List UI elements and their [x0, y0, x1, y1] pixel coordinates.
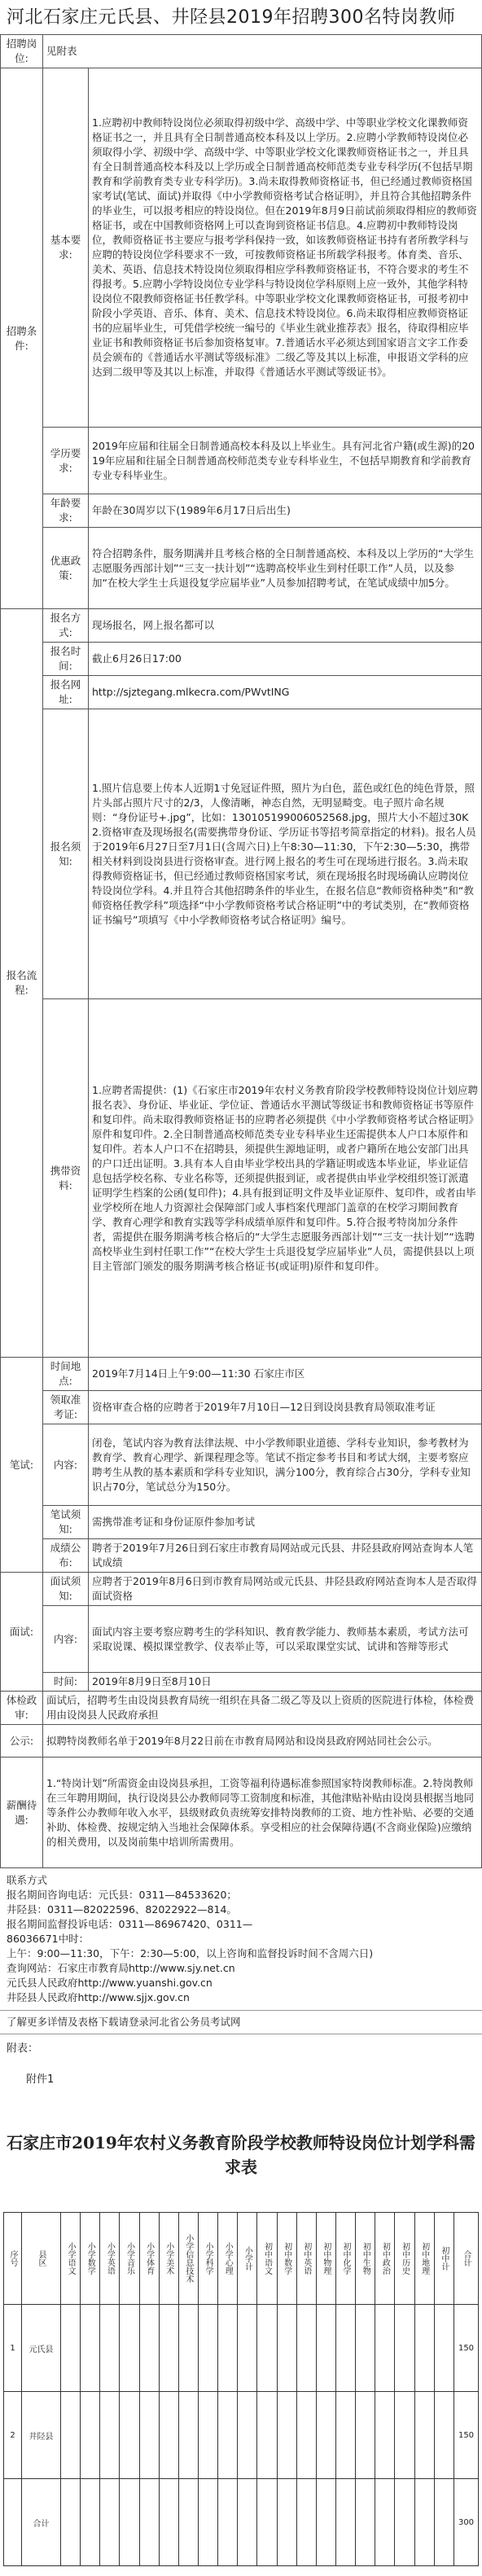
- conditions-label: 招聘条件:: [1, 68, 43, 609]
- col-header: 初中语文: [257, 2213, 277, 2305]
- col-header: 初中化学: [335, 2213, 355, 2305]
- col-header-county: 县区: [22, 2213, 61, 2305]
- contact-line: 联系方式: [7, 1874, 48, 1886]
- col-header: 初中英语: [296, 2213, 316, 2305]
- col-header-total: 合计: [454, 2213, 479, 2305]
- col-header: 小学音乐: [120, 2213, 139, 2305]
- content-text: 闭卷，笔试内容为教育法律法规、中小学教师职业道德、学科专业知识，参考教材为教育学、教育心理学、新课程理念等。笔试不指定参考书目和考试大纲，主要考察应聘考生从教的基本素质和学科专业知识，满分100分，教育综合占30分，学科专业知识占70分，笔试总分为150分。: [89, 1424, 482, 1506]
- col-header: 小学美术: [159, 2213, 178, 2305]
- basic-label: 基本要求:: [43, 68, 89, 428]
- edu-label: 学历要求:: [43, 428, 89, 494]
- physical-label: 体检政审:: [1, 1692, 43, 1725]
- contact-line: 报名期间监督投诉电话：0311—86967420、0311—: [7, 1918, 253, 1930]
- reg-site-label: 报名网址:: [43, 676, 89, 709]
- publicity-text: 拟聘特岗教师名单于2019年8月22日前在市教育局网站和设岗县政府网站同社会公示。: [43, 1725, 482, 1758]
- contact-link[interactable]: 井陉县人民政府http://www.sjjx.gov.cn: [7, 1991, 190, 2003]
- row-no: [4, 2479, 22, 2566]
- iv-content-text: 面试内容主要考察应聘考生的学科知识、教育教学能力、教师基本素质，考试方法可采取说课、模拟课堂教学、仪表举止等，可以采取课堂实试、试讲和答辩等形式: [89, 1606, 482, 1673]
- iv-time-label: 时间:: [43, 1673, 89, 1692]
- contact-line: 报名期间咨询电话：元氏县：0311—84533620；: [7, 1889, 237, 1901]
- contact-line: 86036671中时：: [7, 1933, 90, 1945]
- exam-label: 笔试:: [1, 1358, 43, 1573]
- exam-time-text: 2019年7月14日上午9:00—11:30 石家庄市区: [89, 1358, 482, 1391]
- col-header: 初中地理: [414, 2213, 434, 2305]
- table-row: [4, 2479, 479, 2566]
- basic-text: 1.应聘初中教师特设岗位必须取得初级中学、高级中学、中等职业学校文化课教师资格证书之一，并且具有全日制普通高校本科及以上学历。2.应聘小学教师特设岗位必须取得小学、初级中学、高级中学、中等职业学校文化课教师资格证书之一，并且具有全日制普通高校本科及以上学历或全日制普通高校师范类专业专科学历(不包括早期教育和学前教育类专业专科学历)。3.尚未取得教师资格证书，但已经通过教师资格国家考试(笔试、面试)并取得《中小学教师资格考试合格证明》，并且符合其他招聘条件的毕业生，可以报考相应的特设岗位。但在2019年8月9日前试前须取得相应的教师资格证书，或在中国教师资格网上可以查询到资格证书信息。4.应聘初中教师特设岗位，教师资格证书主要应与报考学科保持一致，如该教师资格证书持有者所教学科与应聘的特设岗位学科要求不一致，可按教师资格证书所载学科报考。体育类、音乐、美术、英语、信息技术特设岗位须取得相应学科教师资格证书，不符合要求的考生不得报考。5.应聘小学特设岗位专业学科与特设岗位学科原则上应一致外，其他学科特设岗位不限教师资格证书任教学科。中等职业学校文化课教师资格证书，可报考初中阶段小学英语、音乐、体育、美术、信息技术特设岗位。6.尚未取得相应教师资格证书的应届毕业生，可凭借学校统一编号的《毕业生就业推荐表》报名，待取得相应毕业证书和教师资格证书后参加资格复审。7.普通话水平必须达到国家语言文字工作委员会颁布的《普通话水平测试等级标准》二级乙等及其以上标准，申报语文学科的应达到二级甲等及其以上标准，并取得《普通话水平测试等级证书》。: [89, 68, 482, 428]
- row-no: 1: [4, 2305, 22, 2392]
- info-table: [0, 34, 482, 1868]
- col-header: 初中政治: [375, 2213, 395, 2305]
- col-header: 小学科学: [198, 2213, 217, 2305]
- edu-text: 2019年应届和往届全日制普通高校本科及以上毕业生。具有河北省户籍(或生源)的2019年应届和往届全日制普通高校师范类专业专科毕业生，不包括早期教育和学前教育专业专科毕业生。: [89, 428, 482, 494]
- carry-text: 1.应聘者需提供：(1)《石家庄市2019年农村义务教育阶段学校教师特设岗位计划应聘报名表》、身份证、毕业证、学位证、普通话水平测试等级证书和教师资格证书等原件和复印件。尚未取得教师资格证书的应聘者必须提供《中小学教师资格考试合格证明》原件和复印件。2.全日制普通高校师范类专业专科毕业生还需提供本人户口本原件和复印件。若本人户口不在招聘县，须提供生源地证明，或者户籍所在地公安部门出具的户口迁出证明。3.具有本人自由毕业学校出具的学籍证明或选本毕业证，毕业证信息包括学校名称、专业名称等，还须提供报到证，或者提供由毕业学校组织签订派遣证明学生档案的公函(复印件)；4.具有报到证明文件及毕业证原件、复印件，或者由毕业学校所在地人力资源社会保障部门或人事档案代理部门盖章的在校学习期间教育学、教育心理学和教育实践等学科成绩单原件和复印件。5.符合报考特岗加分条件者，需提供在服务期满考核合格后的“大学生志愿服务西部计划”“三支一扶计划”“选聘高校毕业生到村任职工作”“在校大学生士兵退役复学应届毕业”人员，需提供县以上项目主管部门颁发的服务期满考核合格证书(或证明)原件和复印件。: [89, 999, 482, 1358]
- job-value: 见附表: [43, 35, 482, 68]
- exam-time-label: 时间地点:: [43, 1358, 89, 1391]
- reg-time-label: 报名时间:: [43, 643, 89, 676]
- publicity-label: 公示:: [1, 1725, 43, 1758]
- contact-line: 上午：9:00—11:30，下午：2:30—5:00，以上咨询和监督投诉时间不含周六日): [7, 1947, 374, 1959]
- reg-form-text: 现场报名，网上报名都可以: [89, 609, 482, 643]
- page-title: 河北石家庄元氏县、井陉县2019年招聘300名特岗教师: [7, 7, 456, 28]
- row-total: 150: [454, 2305, 479, 2392]
- reg-time-text: 截止6月26日17:00: [89, 643, 482, 676]
- pref-label: 优惠政策:: [43, 528, 89, 609]
- attach-label: 附表：: [7, 2043, 39, 2055]
- col-header: 小学计: [238, 2213, 257, 2305]
- iv-notice-text: 应聘者于2019年8月6日到市教育局网站或元氏县、井陉县政府网站查询本人是否取得面试资格: [89, 1573, 482, 1606]
- reg-form-label: 报名方式:: [43, 609, 89, 643]
- col-header: 小学信息技术: [178, 2213, 198, 2305]
- age-text: 年龄在30周岁以下(1989年6月17日后出生): [89, 494, 482, 528]
- contact-info: [0, 1868, 482, 2011]
- row-total: 150: [454, 2392, 479, 2479]
- table-row: [4, 2305, 479, 2392]
- contact-line: 井陉县：0311—82022596、82022922—814。: [7, 1903, 237, 1916]
- col-header: 初中历史: [395, 2213, 414, 2305]
- ticket-text: 资格审查合格的应聘者于2019年7月10日—12日到设岗县教育局领取准考证: [89, 1391, 482, 1424]
- col-header: 初中生物: [356, 2213, 375, 2305]
- exam-notice-label: 笔试须知:: [43, 1506, 89, 1539]
- row-no: 2: [4, 2392, 22, 2479]
- quota-table: [3, 2212, 479, 2566]
- age-label: 年龄要求:: [43, 494, 89, 528]
- reg-site-link[interactable]: http://sjztegang.mlkecra.com/PWvtING: [89, 676, 482, 709]
- col-header: 小学数学: [81, 2213, 100, 2305]
- row-county: 元氏县: [22, 2305, 61, 2392]
- col-header: 初中计: [434, 2213, 454, 2305]
- job-label: 招聘岗位:: [1, 35, 43, 68]
- iv-time-text: 2019年8月9日至8月10日: [89, 1673, 482, 1692]
- quota-table-title: 石家庄市2019年农村义务教育阶段学校教师特设岗位计划学科需求表: [7, 2133, 475, 2177]
- row-county: 合计: [22, 2479, 61, 2566]
- iv-content-label: 内容:: [43, 1606, 89, 1673]
- iv-notice-label: 面试须知:: [43, 1573, 89, 1606]
- flow-label: 报名流程:: [1, 609, 43, 1358]
- col-header: 小学语文: [61, 2213, 81, 2305]
- col-header: 小学体育: [139, 2213, 159, 2305]
- attachment-title: 附件1: [26, 2074, 55, 2086]
- col-header: 初中数学: [277, 2213, 296, 2305]
- pref-text: 符合招聘条件，服务期满并且考核合格的全日制普通高校、本科及以上学历的“大学生志愿服务西部计划”“三支一扶计划”“选聘高校毕业生到村任职工作”人员，以及参加“在校大学生士兵退役复学应届毕业”人员参加招聘考试，在笔试成绩中加5分。: [89, 528, 482, 609]
- score-label: 成绩公布:: [43, 1539, 89, 1573]
- table-row: [4, 2392, 479, 2479]
- exam-notice-text: 需携带准考证和身份证原件参加考试: [89, 1506, 482, 1539]
- physical-text: 面试后，招聘考生由设岗县教育局统一组织在具备二级乙等及以上资质的医院进行体检，体检费用由设岗县人民政府承担: [43, 1692, 482, 1725]
- row-total: 300: [454, 2479, 479, 2566]
- carry-label: 携带资料:: [43, 999, 89, 1358]
- reg-notice-label: 报名须知:: [43, 709, 89, 999]
- interview-label: 面试:: [1, 1573, 43, 1692]
- reg-notice-text: 1.照片信息要上传本人近期1寸免冠证件照，照片为白色，蓝色或红色的纯色背景，照片头部占照片尺寸的2/3，人像清晰，神态自然，无明显畸变。电子照片命名规则：“身份证号+.jpg”，比如：130105199006052568.jpg，照片大小不超过30K 2.资格审查及现场报名(需要携带身份证、学历证书等招考简章指定的材料)。报名人员于2019年6月27日至7月1日(含周六日)上午8:30—11:30，下午2:30—5:30，携带相关材料到设岗县进行资格审查。进行网上报名的考生可在现场进行报名。3.尚未取得教师资格证书，但已经通过教师资格国家考试，须在现场报名时现场确认应聘岗位特设岗位学科。4.并且符合其他招聘条件的毕业生，在报名信息“教师资格种类”和“教师资格任教学科”项选择“中小学教师资格考试合格证明”中的考试类别，在“教师资格证书编号”项填写《中小学教师资格考试合格证明》编号。: [89, 709, 482, 999]
- col-header: 初中物理: [316, 2213, 335, 2305]
- col-header-no: 序号: [4, 2213, 22, 2305]
- contact-link[interactable]: 查询网站：石家庄市教育局http://www.sjy.net.cn: [7, 1962, 235, 1974]
- col-header: 小学英语: [100, 2213, 120, 2305]
- ticket-label: 领取准考证:: [43, 1391, 89, 1424]
- salary-label: 薪酬待遇:: [1, 1758, 43, 1868]
- content-label: 内容:: [43, 1424, 89, 1506]
- more-info-link[interactable]: 了解更多详情及表格下载请登录河北省公务员考试网: [0, 2011, 482, 2034]
- contact-link[interactable]: 元氏县人民政府http://www.yuanshi.gov.cn: [7, 1977, 213, 1989]
- col-header: 小学心理: [218, 2213, 238, 2305]
- row-county: 井陉县: [22, 2392, 61, 2479]
- score-text: 聘者于2019年7月26日到石家庄市教育局网站或元氏县、井陉县政府网站查询本人笔试成绩: [89, 1539, 482, 1573]
- salary-text: 1.“特岗计划”所需资金由设岗县承担，工资等福利待遇标准参照国家特岗教师标准。2.特岗教师在三年聘用期间，执行设岗县公办教师同等工资制度和标准，其他津贴补贴由设岗县根据当地同等条件公办教师年收入水平，县级财政负责统筹安排特岗教师的工资、地方性补贴、必要的交通补助、体检费、按规定纳入当地社会保障体系。享受相应的社会保障待遇(不含商业保险)应缴纳的相关费用，以及岗前集中培训所需费用。: [43, 1758, 482, 1868]
